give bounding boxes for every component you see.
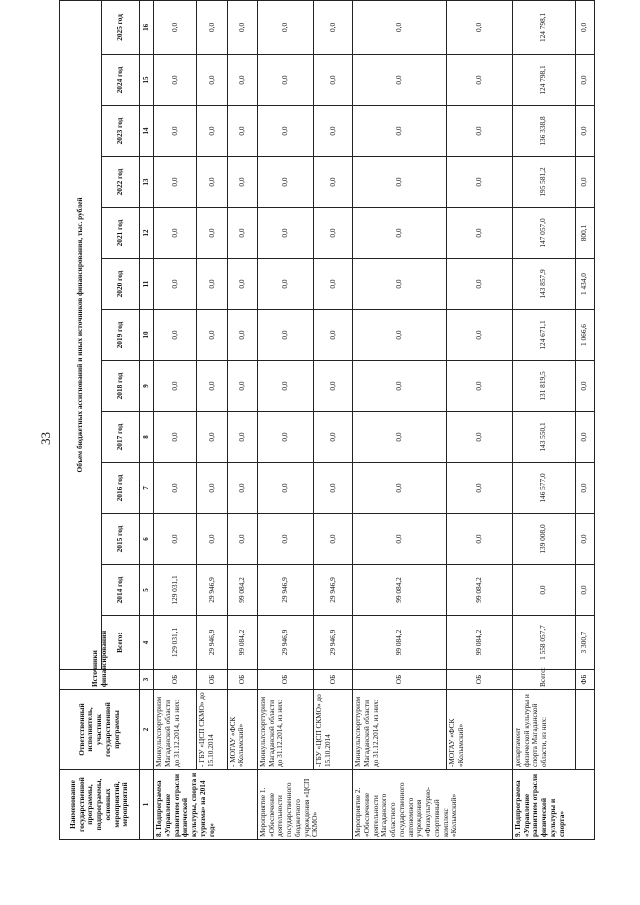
total-value-cell: 3 300,7	[575, 616, 594, 670]
header-year: 2018 год	[102, 361, 140, 412]
year-value-cell: 99 084,2	[227, 565, 257, 616]
total-value-cell: 99 084,2	[353, 616, 447, 670]
header-source: Источники финансирования	[60, 670, 140, 690]
source-cell: ОБ	[197, 670, 227, 690]
year-value-cell: 0,0	[353, 55, 447, 106]
year-value-cell: 0,0	[227, 208, 257, 259]
year-value-cell: 0,0	[197, 259, 227, 310]
header-year: 2023 год	[102, 106, 140, 157]
year-value-cell: 0,0	[197, 157, 227, 208]
source-cell: ФБ	[575, 670, 594, 690]
year-value-cell: 0,0	[575, 361, 594, 412]
responsible-cell: департамент физической культуры и спорта Магаданской области, из них:	[512, 690, 575, 770]
source-cell: Всего:	[512, 670, 575, 690]
year-value-cell: 146 577,0	[512, 463, 575, 514]
year-value-cell: 0,0	[227, 0, 257, 54]
year-value-cell: 0,0	[257, 412, 313, 463]
year-value-cell: 0,0	[575, 106, 594, 157]
year-value-cell: 0,0	[575, 0, 594, 54]
program-name-cell: Мероприятие 1. «Обеспечение деятельности государственного бюджетного учреждения «ЦСП СКМО»	[257, 770, 352, 840]
total-value-cell: 99 084,2	[227, 616, 257, 670]
header-total: Всего:	[102, 616, 140, 670]
header-year: 2025 год	[102, 0, 140, 54]
program-name-cell: Мероприятие 2. «Обеспечение деятельности Магаданского областного государственного автономного учреждения «Физкультурно-спортивный комплекс «Колымский»	[353, 770, 513, 840]
source-cell: ОБ	[154, 670, 197, 690]
year-value-cell: 0,0	[154, 412, 197, 463]
year-value-cell: 0,0	[313, 157, 352, 208]
year-value-cell: 0,0	[446, 157, 512, 208]
year-value-cell: 0,0	[353, 259, 447, 310]
year-value-cell: 124 798,1	[512, 0, 575, 54]
header-year: 2024 год	[102, 55, 140, 106]
year-value-cell: 0,0	[353, 463, 447, 514]
column-number: 6	[140, 514, 154, 565]
year-value-cell: 0,0	[197, 55, 227, 106]
year-value-cell: 0,0	[575, 463, 594, 514]
total-value-cell: 29 946,9	[197, 616, 227, 670]
year-value-cell: 0,0	[197, 514, 227, 565]
source-cell: ОБ	[446, 670, 512, 690]
column-number: 11	[140, 259, 154, 310]
rotated-table-wrapper	[59, 0, 595, 840]
year-value-cell: 0,0	[446, 412, 512, 463]
table-row	[227, 0, 257, 839]
header-year: 2022 год	[102, 157, 140, 208]
year-value-cell: 143 550,1	[512, 412, 575, 463]
column-number: 13	[140, 157, 154, 208]
year-value-cell: 0,0	[197, 208, 227, 259]
responsible-cell	[575, 690, 594, 770]
year-value-cell: 131 819,5	[512, 361, 575, 412]
year-value-cell: 0,0	[227, 412, 257, 463]
year-value-cell: 0,0	[353, 208, 447, 259]
year-value-cell: 99 084,2	[446, 565, 512, 616]
year-value-cell: 0,0	[446, 514, 512, 565]
table-row	[197, 0, 227, 839]
year-value-cell: 0,0	[313, 463, 352, 514]
year-value-cell: 136 338,8	[512, 106, 575, 157]
column-number: 15	[140, 55, 154, 106]
table-row	[257, 0, 313, 839]
year-value-cell: 800,1	[575, 208, 594, 259]
column-number: 3	[140, 670, 154, 690]
year-value-cell: 0,0	[313, 208, 352, 259]
year-value-cell: 0,0	[575, 514, 594, 565]
year-value-cell: 0,0	[154, 157, 197, 208]
header-year: 2016 год	[102, 463, 140, 514]
year-value-cell: 0,0	[313, 310, 352, 361]
responsible-cell: - ГБУ «ЦСП СКМО» до 15.10.2014	[197, 690, 227, 770]
year-value-cell: 0,0	[257, 106, 313, 157]
year-value-cell: 0,0	[154, 463, 197, 514]
year-value-cell: 0,0	[197, 106, 227, 157]
column-number: 12	[140, 208, 154, 259]
responsible-cell: - МОГАУ «ФСК «Колымский»	[227, 690, 257, 770]
table-row	[154, 0, 197, 839]
column-number: 10	[140, 310, 154, 361]
total-value-cell: 29 946,9	[257, 616, 313, 670]
year-value-cell: 0,0	[446, 55, 512, 106]
year-value-cell: 0,0	[446, 463, 512, 514]
year-value-cell: 0,0	[257, 361, 313, 412]
responsible-cell: Минкультспорттуризм Магаданской области до 31.12.2014, из них:	[154, 690, 197, 770]
header-funding: Объем бюджетных ассигнований и иных источников финансирования, тыс. рублей	[60, 0, 102, 669]
column-number: 9	[140, 361, 154, 412]
year-value-cell: 0,0	[353, 106, 447, 157]
year-value-cell: 0,0	[313, 55, 352, 106]
year-value-cell: 124 671,1	[512, 310, 575, 361]
year-value-cell: 0,0	[353, 361, 447, 412]
year-value-cell: 143 857,9	[512, 259, 575, 310]
year-value-cell: 147 057,0	[512, 208, 575, 259]
responsible-cell: -ГБУ «ЦСП СКМО» до 15.10.2014	[313, 690, 352, 770]
year-value-cell: 0,0	[313, 0, 352, 54]
year-value-cell: 195 581,2	[512, 157, 575, 208]
year-value-cell: 0,0	[154, 361, 197, 412]
year-value-cell: 0,0	[197, 310, 227, 361]
year-value-cell: 1 434,0	[575, 259, 594, 310]
year-value-cell: 0,0	[154, 55, 197, 106]
column-number: 7	[140, 463, 154, 514]
year-value-cell: 0,0	[446, 259, 512, 310]
year-value-cell: 29 946,9	[313, 565, 352, 616]
total-value-cell: 1 558 057,7	[512, 616, 575, 670]
responsible-cell: Минкультспорттуризм Магаданской области до 31.12.2014, из них:	[353, 690, 447, 770]
table-row	[446, 0, 512, 839]
year-value-cell: 0,0	[257, 0, 313, 54]
year-value-cell: 0,0	[227, 310, 257, 361]
year-value-cell: 0,0	[257, 259, 313, 310]
year-value-cell: 0,0	[313, 361, 352, 412]
year-value-cell: 0,0	[197, 463, 227, 514]
year-value-cell: 0,0	[197, 361, 227, 412]
responsible-cell: Минкультспорттуризм Магаданской области до 31.12.2014, из них:	[257, 690, 313, 770]
column-number: 2	[140, 690, 154, 770]
year-value-cell: 0,0	[313, 259, 352, 310]
year-value-cell: 0,0	[446, 208, 512, 259]
column-number: 14	[140, 106, 154, 157]
year-value-cell: 0,0	[313, 106, 352, 157]
year-value-cell: 0,0	[353, 157, 447, 208]
column-number: 5	[140, 565, 154, 616]
year-value-cell: 0,0	[575, 565, 594, 616]
year-value-cell: 99 084,2	[353, 565, 447, 616]
header-year: 2020 год	[102, 259, 140, 310]
column-number: 4	[140, 616, 154, 670]
source-cell: ОБ	[257, 670, 313, 690]
year-value-cell: 139 008,0	[512, 514, 575, 565]
year-value-cell: 0,0	[154, 259, 197, 310]
year-value-cell: 0,0	[227, 106, 257, 157]
year-value-cell: 0,0	[257, 463, 313, 514]
year-value-cell: 29 946,9	[197, 565, 227, 616]
year-value-cell: 0,0	[353, 412, 447, 463]
source-cell: ОБ	[353, 670, 447, 690]
table-row	[313, 0, 352, 839]
year-value-cell: 1 066,6	[575, 310, 594, 361]
year-value-cell: 0,0	[575, 55, 594, 106]
header-year: 2021 год	[102, 208, 140, 259]
year-value-cell: 0,0	[575, 412, 594, 463]
year-value-cell: 0,0	[446, 310, 512, 361]
year-value-cell: 0,0	[154, 106, 197, 157]
program-name-cell: 8. Подпрограмма «Управление развитием отрасли физической культуры, спорта и туризма» на 2014 год»	[154, 770, 258, 840]
year-value-cell: 0,0	[257, 157, 313, 208]
year-value-cell: 0,0	[257, 514, 313, 565]
page-number: 33	[38, 432, 53, 445]
table-row	[512, 0, 575, 839]
year-value-cell: 0,0	[353, 0, 447, 54]
year-value-cell: 0,0	[446, 0, 512, 54]
year-value-cell: 0,0	[257, 208, 313, 259]
responsible-cell: -МОГАУ «ФСК «Колымский»	[446, 690, 512, 770]
year-value-cell: 0,0	[154, 514, 197, 565]
year-value-cell: 0,0	[575, 157, 594, 208]
column-number: 1	[140, 770, 154, 840]
year-value-cell: 0,0	[154, 310, 197, 361]
year-value-cell: 124 798,1	[512, 55, 575, 106]
total-value-cell: 29 946,9	[313, 616, 352, 670]
year-value-cell: 0,0	[154, 208, 197, 259]
year-value-cell: 0,0	[227, 463, 257, 514]
total-value-cell: 99 084,2	[446, 616, 512, 670]
financing-table	[59, 0, 595, 840]
year-value-cell: 0,0	[353, 514, 447, 565]
year-value-cell: 0,0	[227, 157, 257, 208]
year-value-cell: 29 946,9	[257, 565, 313, 616]
table-row	[353, 0, 447, 839]
year-value-cell: 0,0	[154, 0, 197, 54]
year-value-cell: 0,0	[227, 514, 257, 565]
source-cell: ОБ	[313, 670, 352, 690]
year-value-cell: 129 031,1	[154, 565, 197, 616]
year-value-cell: 0,0	[197, 412, 227, 463]
year-value-cell: 0,0	[446, 106, 512, 157]
source-cell: ОБ	[227, 670, 257, 690]
table-row	[575, 0, 594, 839]
total-value-cell: 129 031,1	[154, 616, 197, 670]
year-value-cell: 0,0	[227, 259, 257, 310]
column-number: 16	[140, 0, 154, 54]
header-year: 2014 год	[102, 565, 140, 616]
year-value-cell: 0,0	[313, 412, 352, 463]
year-value-cell: 0,0	[227, 55, 257, 106]
column-number: 8	[140, 412, 154, 463]
year-value-cell: 0,0	[446, 361, 512, 412]
header-year: 2019 год	[102, 310, 140, 361]
year-value-cell: 0,0	[257, 310, 313, 361]
year-value-cell: 0,0	[257, 55, 313, 106]
year-value-cell: 0,0	[353, 310, 447, 361]
year-value-cell: 0,0	[512, 565, 575, 616]
header-year: 2015 год	[102, 514, 140, 565]
program-name-cell: 9. Подпрограмма «Управление развитием отрасли физической культуры и спорта»	[512, 770, 594, 840]
header-name: Наименование государственной программы, подпрограммы, основных мероприятий, мероприятий	[60, 770, 140, 840]
year-value-cell: 0,0	[313, 514, 352, 565]
year-value-cell: 0,0	[227, 361, 257, 412]
header-year: 2017 год	[102, 412, 140, 463]
header-responsible: Ответственный исполнитель, участник государственной программы	[60, 690, 140, 770]
year-value-cell: 0,0	[197, 0, 227, 54]
